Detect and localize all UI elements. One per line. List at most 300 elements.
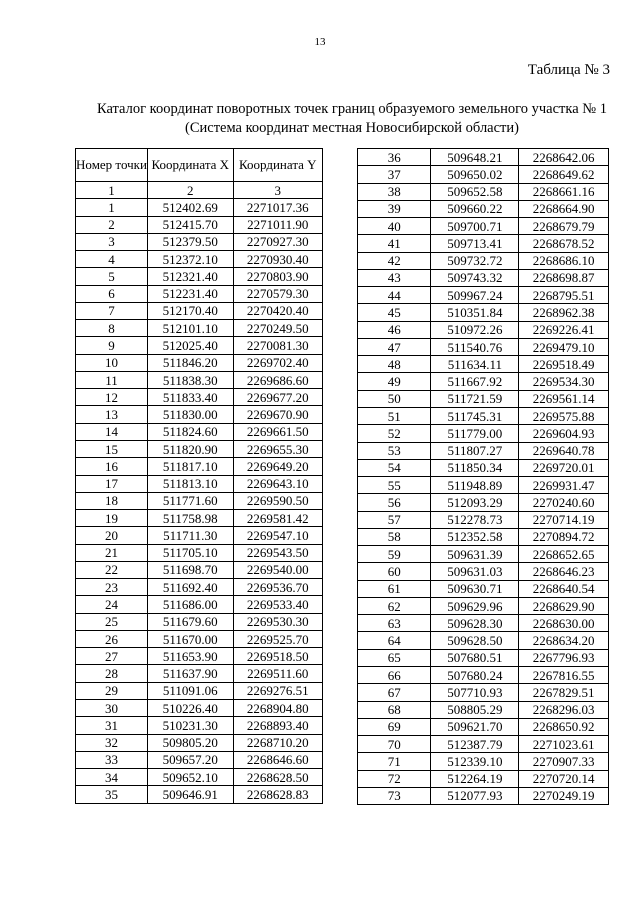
coordinate-y-cell: 2269525.70 (233, 630, 322, 647)
point-number-cell: 21 (76, 544, 148, 561)
point-number-cell: 58 (358, 528, 431, 545)
table-row (76, 510, 323, 527)
point-number-cell: 55 (358, 477, 431, 494)
table-row (358, 338, 609, 355)
point-number-cell: 52 (358, 425, 431, 442)
table-row (358, 373, 609, 390)
coordinate-y-cell: 2269276.51 (233, 682, 322, 699)
table-row (76, 406, 323, 423)
coordinate-x-cell: 512415.70 (147, 216, 233, 233)
table-row (76, 630, 323, 647)
point-number-cell: 56 (358, 494, 431, 511)
table-row (358, 304, 609, 321)
point-number-cell: 45 (358, 304, 431, 321)
table-row (76, 302, 323, 319)
point-number-cell: 18 (76, 492, 148, 509)
table-label: Таблица № 3 (527, 62, 610, 78)
coordinate-y-cell: 2268678.52 (519, 235, 609, 252)
coordinate-y-cell: 2269561.14 (519, 390, 609, 407)
coordinate-y-cell: 2269518.49 (519, 356, 609, 373)
table-row (358, 269, 609, 286)
point-number-cell: 13 (76, 406, 148, 423)
coordinate-y-cell: 2270930.40 (233, 251, 322, 268)
coordinate-x-cell: 511653.90 (147, 648, 233, 665)
coordinate-y-cell: 2271017.36 (233, 199, 322, 216)
coordinate-y-cell: 2268893.40 (233, 717, 322, 734)
coordinate-x-cell: 509660.22 (431, 200, 519, 217)
table-row (358, 753, 609, 770)
coordinate-x-cell: 511779.00 (431, 425, 519, 442)
table-row (358, 459, 609, 476)
point-number-cell: 57 (358, 511, 431, 528)
coordinate-y-cell: 2268634.20 (519, 632, 609, 649)
coordinate-y-cell: 2268698.87 (519, 269, 609, 286)
coordinate-y-cell: 2269661.50 (233, 423, 322, 440)
coordinate-x-cell: 512025.40 (147, 337, 233, 354)
header-point-number: Номер точки (76, 149, 148, 182)
point-number-cell: 71 (358, 753, 431, 770)
table-row (76, 561, 323, 578)
coordinate-x-cell: 512379.50 (147, 233, 233, 250)
point-number-cell: 6 (76, 285, 148, 302)
table-row (358, 442, 609, 459)
point-number-cell: 8 (76, 320, 148, 337)
table-row (76, 682, 323, 699)
table-row (358, 632, 609, 649)
coordinate-y-cell: 2269931.47 (519, 477, 609, 494)
coordinate-x-cell: 511830.00 (147, 406, 233, 423)
coordinate-x-cell: 511686.00 (147, 596, 233, 613)
header-coordinate-y: Координата Y (233, 149, 322, 182)
header-coordinate-x: Координата X (147, 149, 233, 182)
point-number-cell: 65 (358, 649, 431, 666)
table-row (76, 285, 323, 302)
point-number-cell: 29 (76, 682, 148, 699)
table-row (76, 786, 323, 803)
table-row (358, 183, 609, 200)
coordinate-x-cell: 509646.91 (147, 786, 233, 803)
coordinate-y-cell: 2268661.16 (519, 183, 609, 200)
coordinate-y-cell: 2268652.65 (519, 546, 609, 563)
coordinate-x-cell: 509628.50 (431, 632, 519, 649)
point-number-cell: 1 (76, 199, 148, 216)
coordinate-x-cell: 507680.51 (431, 649, 519, 666)
coordinate-x-cell: 511698.70 (147, 561, 233, 578)
coordinate-x-cell: 510226.40 (147, 699, 233, 716)
coordinate-x-cell: 509732.72 (431, 252, 519, 269)
table-row (76, 440, 323, 457)
table-row (358, 477, 609, 494)
coordinate-y-cell: 2268686.10 (519, 252, 609, 269)
coordinate-x-cell: 512093.29 (431, 494, 519, 511)
table-body-right (358, 149, 609, 805)
point-number-cell: 68 (358, 701, 431, 718)
coordinate-y-cell: 2269581.42 (233, 510, 322, 527)
table-row (358, 166, 609, 183)
coordinate-x-cell: 509652.10 (147, 769, 233, 786)
coordinate-x-cell: 511745.31 (431, 407, 519, 424)
coordinate-x-cell: 512372.10 (147, 251, 233, 268)
coordinate-x-cell: 509657.20 (147, 751, 233, 768)
coordinate-y-cell: 2271011.90 (233, 216, 322, 233)
table-row (358, 718, 609, 735)
table-row (358, 356, 609, 373)
coordinate-y-cell: 2270720.14 (519, 770, 609, 787)
point-number-cell: 34 (76, 769, 148, 786)
point-number-cell: 1 (76, 182, 148, 199)
title-line-1: Каталог координат поворотных точек границ образуемого земельного участка № 1 (96, 101, 607, 117)
coordinate-x-cell: 512077.93 (431, 787, 519, 804)
coordinate-x-cell: 511833.40 (147, 389, 233, 406)
coordinate-y-cell: 2269590.50 (233, 492, 322, 509)
point-number-cell: 17 (76, 475, 148, 492)
point-number-cell: 50 (358, 390, 431, 407)
coordinate-y-cell: 2268646.60 (233, 751, 322, 768)
table-row (76, 492, 323, 509)
point-number-cell: 15 (76, 440, 148, 457)
table-row (76, 699, 323, 716)
point-number-cell: 37 (358, 166, 431, 183)
point-number-cell: 38 (358, 183, 431, 200)
coordinate-y-cell: 2268904.80 (233, 699, 322, 716)
point-number-cell: 73 (358, 787, 431, 804)
coordinate-y-cell: 2270579.30 (233, 285, 322, 302)
coordinate-y-cell: 2270249.19 (519, 787, 609, 804)
point-number-cell: 40 (358, 218, 431, 235)
title-line-2: (Система координат местная Новосибирской области) (185, 120, 519, 136)
table-row (358, 321, 609, 338)
table-row (76, 199, 323, 216)
coordinate-y-cell: 2269655.30 (233, 440, 322, 457)
table-row (76, 423, 323, 440)
table-row (358, 736, 609, 753)
table-row (358, 546, 609, 563)
coordinate-x-cell: 509621.70 (431, 718, 519, 735)
point-number-cell: 26 (76, 630, 148, 647)
table-row (358, 597, 609, 614)
coordinate-x-cell: 512264.19 (431, 770, 519, 787)
coordinate-y-cell: 2269604.93 (519, 425, 609, 442)
table-row (358, 287, 609, 304)
coordinate-y-cell: 2269518.50 (233, 648, 322, 665)
coordinate-y-cell: 2269670.90 (233, 406, 322, 423)
coordinate-x-cell: 509700.71 (431, 218, 519, 235)
coordinate-x-cell: 2 (147, 182, 233, 199)
point-number-cell: 43 (358, 269, 431, 286)
coordinate-x-cell: 511634.11 (431, 356, 519, 373)
coordinate-x-cell: 511670.00 (147, 630, 233, 647)
table-row (358, 252, 609, 269)
point-number-cell: 69 (358, 718, 431, 735)
table-row (76, 268, 323, 285)
coordinate-x-cell: 512321.40 (147, 268, 233, 285)
coordinate-y-cell: 2268664.90 (519, 200, 609, 217)
point-number-cell: 47 (358, 338, 431, 355)
coordinate-y-cell: 2269649.20 (233, 458, 322, 475)
point-number-cell: 44 (358, 287, 431, 304)
table-row (358, 528, 609, 545)
table-row (358, 494, 609, 511)
point-number-cell: 7 (76, 302, 148, 319)
table-row (358, 149, 609, 166)
coordinate-x-cell: 511637.90 (147, 665, 233, 682)
coordinate-y-cell: 2269530.30 (233, 613, 322, 630)
table-row (76, 371, 323, 388)
coordinate-y-cell: 2270240.60 (519, 494, 609, 511)
coordinate-x-cell: 512352.58 (431, 528, 519, 545)
point-number-cell: 72 (358, 770, 431, 787)
table-row (76, 251, 323, 268)
table-row (358, 200, 609, 217)
point-number-cell: 61 (358, 580, 431, 597)
coordinate-x-cell: 511820.90 (147, 440, 233, 457)
table-row (358, 390, 609, 407)
coordinate-x-cell: 507710.93 (431, 684, 519, 701)
coordinate-y-cell: 2269643.10 (233, 475, 322, 492)
coordinate-x-cell: 509743.32 (431, 269, 519, 286)
coordinates-table-right (357, 148, 609, 805)
table-row (358, 563, 609, 580)
coordinate-x-cell: 511711.30 (147, 527, 233, 544)
coordinate-y-cell: 2269534.30 (519, 373, 609, 390)
table-row (358, 649, 609, 666)
table-row (76, 613, 323, 630)
coordinate-x-cell: 507680.24 (431, 666, 519, 683)
coordinate-x-cell: 512339.10 (431, 753, 519, 770)
table-row (358, 701, 609, 718)
table-row (76, 233, 323, 250)
table-row (358, 235, 609, 252)
point-number-cell: 24 (76, 596, 148, 613)
coordinate-y-cell: 2269640.78 (519, 442, 609, 459)
table-row (76, 751, 323, 768)
coordinate-y-cell: 3 (233, 182, 322, 199)
coordinate-y-cell: 2268649.62 (519, 166, 609, 183)
table-row (76, 734, 323, 751)
coordinate-y-cell: 2270894.72 (519, 528, 609, 545)
coordinate-y-cell: 2269226.41 (519, 321, 609, 338)
point-number-cell: 64 (358, 632, 431, 649)
table-row (76, 527, 323, 544)
point-number-cell: 30 (76, 699, 148, 716)
coordinate-x-cell: 509652.58 (431, 183, 519, 200)
coordinate-x-cell: 509631.39 (431, 546, 519, 563)
table-row (76, 320, 323, 337)
coordinate-x-cell: 511758.98 (147, 510, 233, 527)
point-number-cell: 54 (358, 459, 431, 476)
coordinate-x-cell: 511771.60 (147, 492, 233, 509)
coordinate-x-cell: 511667.92 (431, 373, 519, 390)
point-number-cell: 49 (358, 373, 431, 390)
point-number-cell: 60 (358, 563, 431, 580)
point-number-cell: 33 (76, 751, 148, 768)
table-row (358, 684, 609, 701)
coordinate-x-cell: 509630.71 (431, 580, 519, 597)
coordinate-x-cell: 510231.30 (147, 717, 233, 734)
table-row (358, 425, 609, 442)
coordinate-x-cell: 511091.06 (147, 682, 233, 699)
coordinate-y-cell: 2269720.01 (519, 459, 609, 476)
coordinate-y-cell: 2270907.33 (519, 753, 609, 770)
coordinate-y-cell: 2268795.51 (519, 287, 609, 304)
coordinate-x-cell: 511705.10 (147, 544, 233, 561)
point-number-cell: 3 (76, 233, 148, 250)
coordinate-y-cell: 2267816.55 (519, 666, 609, 683)
coordinate-x-cell: 511817.10 (147, 458, 233, 475)
coordinate-x-cell: 509628.30 (431, 615, 519, 632)
coordinate-x-cell: 511838.30 (147, 371, 233, 388)
point-number-cell: 10 (76, 354, 148, 371)
coordinate-y-cell: 2268679.79 (519, 218, 609, 235)
coordinate-y-cell: 2268628.50 (233, 769, 322, 786)
coordinate-y-cell: 2269479.10 (519, 338, 609, 355)
point-number-cell: 42 (358, 252, 431, 269)
point-number-cell: 46 (358, 321, 431, 338)
coordinate-x-cell: 511807.27 (431, 442, 519, 459)
table-row (358, 407, 609, 424)
point-number-cell: 53 (358, 442, 431, 459)
catalog-title (0, 100, 640, 138)
point-number-cell: 20 (76, 527, 148, 544)
table-row (358, 580, 609, 597)
table-row (358, 666, 609, 683)
point-number-cell: 31 (76, 717, 148, 734)
point-number-cell: 70 (358, 736, 431, 753)
coordinate-x-cell: 511813.10 (147, 475, 233, 492)
point-number-cell: 25 (76, 613, 148, 630)
coordinate-y-cell: 2267829.51 (519, 684, 609, 701)
table-row (76, 717, 323, 734)
point-number-cell: 66 (358, 666, 431, 683)
coordinate-x-cell: 509629.96 (431, 597, 519, 614)
coordinate-y-cell: 2269575.88 (519, 407, 609, 424)
coordinate-x-cell: 511540.76 (431, 338, 519, 355)
table-row (358, 615, 609, 632)
coordinate-y-cell: 2271023.61 (519, 736, 609, 753)
point-number-cell: 23 (76, 579, 148, 596)
coordinate-y-cell: 2269547.10 (233, 527, 322, 544)
coordinate-y-cell: 2269511.60 (233, 665, 322, 682)
coordinate-y-cell: 2270803.90 (233, 268, 322, 285)
coordinate-y-cell: 2269686.60 (233, 371, 322, 388)
coordinate-y-cell: 2269677.20 (233, 389, 322, 406)
table-row (358, 770, 609, 787)
coordinate-y-cell: 2268710.20 (233, 734, 322, 751)
coordinate-y-cell: 2270249.50 (233, 320, 322, 337)
point-number-cell: 59 (358, 546, 431, 563)
table-row (76, 216, 323, 233)
point-number-cell: 63 (358, 615, 431, 632)
coordinate-y-cell: 2269533.40 (233, 596, 322, 613)
table-row (358, 787, 609, 804)
point-number-cell: 16 (76, 458, 148, 475)
coordinate-x-cell: 512231.40 (147, 285, 233, 302)
coordinate-y-cell: 2270081.30 (233, 337, 322, 354)
point-number-cell: 62 (358, 597, 431, 614)
coordinate-x-cell: 511692.40 (147, 579, 233, 596)
point-number-cell: 19 (76, 510, 148, 527)
table-row (76, 544, 323, 561)
coordinate-x-cell: 508805.29 (431, 701, 519, 718)
coordinate-x-cell: 509648.21 (431, 149, 519, 166)
coordinate-x-cell: 511948.89 (431, 477, 519, 494)
coordinate-x-cell: 509650.02 (431, 166, 519, 183)
coordinate-y-cell: 2269702.40 (233, 354, 322, 371)
point-number-cell: 14 (76, 423, 148, 440)
page-number: 13 (314, 36, 326, 48)
coordinate-y-cell: 2268640.54 (519, 580, 609, 597)
coordinate-x-cell: 510351.84 (431, 304, 519, 321)
coordinate-x-cell: 509805.20 (147, 734, 233, 751)
coordinate-x-cell: 512402.69 (147, 199, 233, 216)
coordinate-x-cell: 509967.24 (431, 287, 519, 304)
table-row (76, 648, 323, 665)
table-row (76, 182, 323, 199)
table-body-left (76, 182, 323, 804)
coordinate-y-cell: 2268629.90 (519, 597, 609, 614)
point-number-cell: 48 (358, 356, 431, 373)
table-header-row (76, 149, 323, 182)
point-number-cell: 11 (76, 371, 148, 388)
coordinate-x-cell: 511850.34 (431, 459, 519, 476)
coordinate-x-cell: 511721.59 (431, 390, 519, 407)
table-row (358, 511, 609, 528)
coordinate-y-cell: 2268628.83 (233, 786, 322, 803)
coordinate-y-cell: 2268630.00 (519, 615, 609, 632)
point-number-cell: 39 (358, 200, 431, 217)
coordinate-y-cell: 2268646.23 (519, 563, 609, 580)
point-number-cell: 4 (76, 251, 148, 268)
coordinate-y-cell: 2268642.06 (519, 149, 609, 166)
table-row (76, 769, 323, 786)
point-number-cell: 5 (76, 268, 148, 285)
point-number-cell: 41 (358, 235, 431, 252)
table-row (76, 665, 323, 682)
coordinate-y-cell: 2268650.92 (519, 718, 609, 735)
coordinate-x-cell: 511846.20 (147, 354, 233, 371)
coordinate-y-cell: 2267796.93 (519, 649, 609, 666)
point-number-cell: 32 (76, 734, 148, 751)
coordinate-y-cell: 2270927.30 (233, 233, 322, 250)
coordinate-x-cell: 512387.79 (431, 736, 519, 753)
table-row (76, 596, 323, 613)
point-number-cell: 28 (76, 665, 148, 682)
point-number-cell: 67 (358, 684, 431, 701)
coordinate-y-cell: 2270714.19 (519, 511, 609, 528)
coordinate-y-cell: 2268296.03 (519, 701, 609, 718)
table-row (76, 458, 323, 475)
coordinate-x-cell: 509631.03 (431, 563, 519, 580)
coordinates-table-left (75, 148, 323, 804)
coordinate-x-cell: 512170.40 (147, 302, 233, 319)
table-row (76, 354, 323, 371)
point-number-cell: 51 (358, 407, 431, 424)
coordinate-x-cell: 512101.10 (147, 320, 233, 337)
point-number-cell: 35 (76, 786, 148, 803)
point-number-cell: 27 (76, 648, 148, 665)
table-row (76, 389, 323, 406)
table-row (358, 218, 609, 235)
point-number-cell: 36 (358, 149, 431, 166)
table-row (76, 337, 323, 354)
point-number-cell: 2 (76, 216, 148, 233)
coordinate-x-cell: 511824.60 (147, 423, 233, 440)
coordinate-x-cell: 511679.60 (147, 613, 233, 630)
point-number-cell: 22 (76, 561, 148, 578)
coordinate-x-cell: 510972.26 (431, 321, 519, 338)
table-row (76, 579, 323, 596)
point-number-cell: 9 (76, 337, 148, 354)
